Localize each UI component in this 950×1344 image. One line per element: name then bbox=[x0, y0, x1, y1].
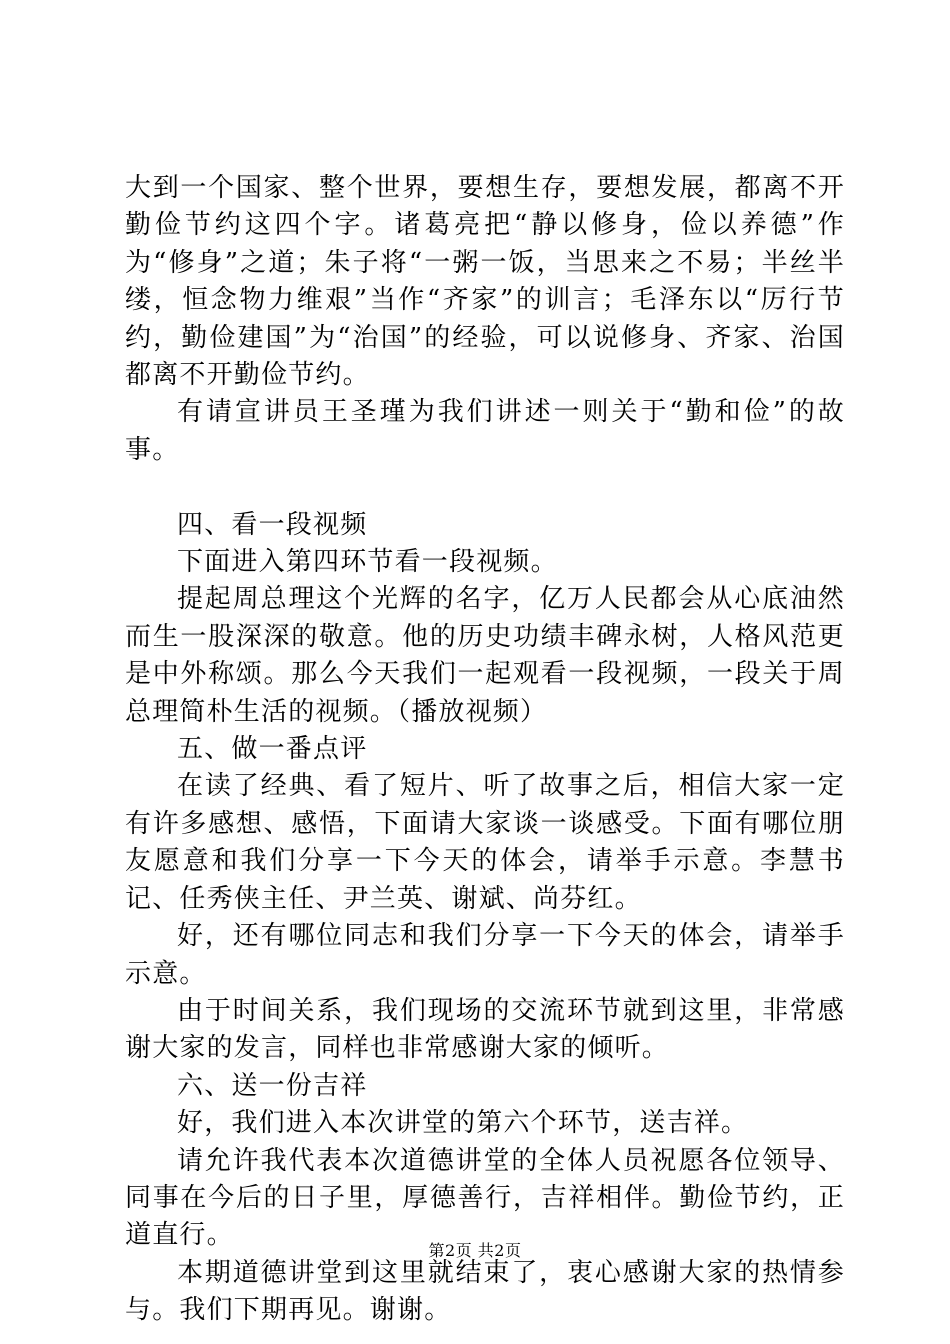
paragraph-sixth-step: 好，我们进入本次讲堂的第六个环节，送吉祥。 bbox=[177, 1108, 749, 1139]
paragraph-story-invitation: 有请宣讲员王圣瑾为我们讲述一则关于“勤和俭”的故事。 bbox=[125, 397, 845, 465]
section-heading-video: 四、看一段视频 bbox=[177, 509, 368, 540]
paragraph-blessing: 请允许我代表本次道德讲堂的全体人员祝愿各位领导、同事在今后的日子里，厚德善行，吉祥相伴。勤俭节约，正道直行。 bbox=[125, 1145, 845, 1251]
paragraph-gap bbox=[125, 469, 845, 506]
paragraph-time-thanks: 由于时间关系，我们现场的交流环节就到这里，非常感谢大家的发言，同样也非常感谢大家的倾听。 bbox=[125, 995, 845, 1064]
paragraph-closing: 本期道德讲堂到这里就结束了，衷心感谢大家的热情参与。我们下期再见。谢谢。 bbox=[125, 1257, 845, 1326]
paragraph-zhou-enlai: 提起周总理这个光辉的名字，亿万人民都会从心底油然而生一股深深的敬意。他的历史功绩丰碑永树，人格风范更是中外称颂。那么今天我们一起观看一段视频，一段关于周总理简朴生活的视频。（播放视频） bbox=[125, 584, 845, 727]
page-footer: 第2页 共2页 bbox=[428, 1241, 522, 1260]
document-body bbox=[125, 170, 845, 1330]
paragraph-video-intro: 下面进入第四环节看一段视频。 bbox=[177, 547, 558, 578]
paragraph-more-sharing: 好，还有哪位同志和我们分享一下今天的体会，请举手示意。 bbox=[125, 921, 845, 989]
paragraph-thrift-importance: 大到一个国家、整个世界，要想生存，要想发展，都离不开勤俭节约这四个字。诸葛亮把“静以修身，俭以养德”作为“修身”之道；朱子将“一粥一饭，当思来之不易；半丝半缕，恒念物力维艰”当作“齐家”的训言；毛泽东以“厉行节约，勤俭建国”为“治国”的经验，可以说修身、齐家、治国都离不开勤俭节约。 bbox=[125, 173, 845, 391]
paragraph-share-feelings: 在读了经典、看了短片、听了故事之后，相信大家一定有许多感想、感悟，下面请大家谈一谈感受。下面有哪位朋友愿意和我们分享一下今天的体会，请举手示意。李慧书记、任秀侠主任、尹兰英、谢斌、尚芬红。 bbox=[125, 771, 845, 914]
section-heading-review: 五、做一番点评 bbox=[177, 734, 368, 765]
section-heading-blessing: 六、送一份吉祥 bbox=[177, 1070, 368, 1101]
